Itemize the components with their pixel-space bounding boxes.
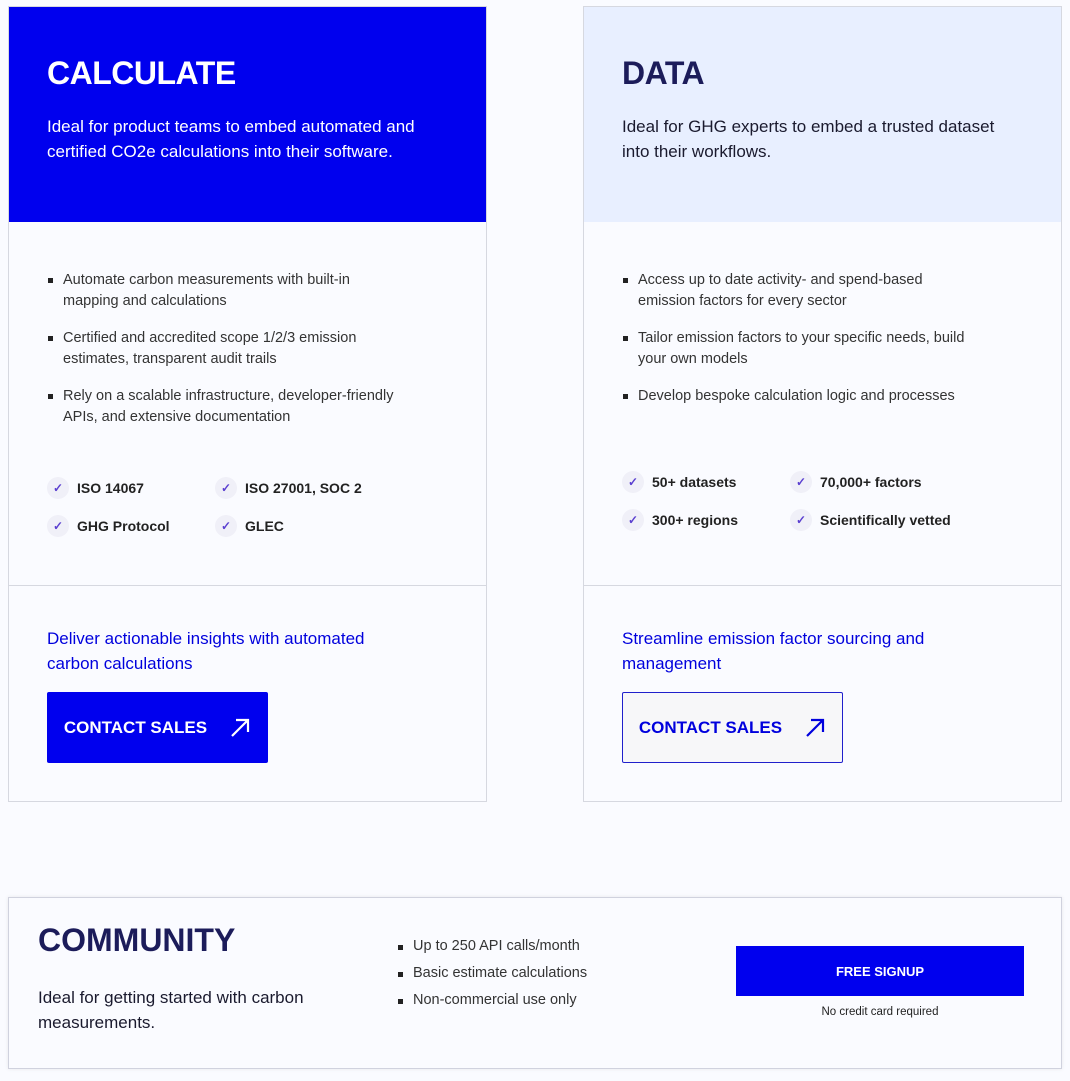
feature-item: Automate carbon measurements with built-in mapping and calculations (47, 270, 397, 312)
feature-item: Certified and accredited scope 1/2/3 emission estimates, transparent audit trails (47, 328, 397, 370)
feature-item: Basic estimate calculations (397, 965, 587, 981)
plan-tagline: Streamline emission factor sourcing and management (622, 629, 925, 673)
badge-label: GHG Protocol (77, 518, 170, 534)
data-header (584, 7, 1061, 222)
certification-badges (47, 477, 415, 537)
badge (790, 471, 990, 493)
badge (622, 471, 790, 493)
feature-item: Access up to date activity- and spend-based emission factors for every sector (622, 270, 972, 312)
badge-label: ISO 14067 (77, 480, 144, 496)
button-label: CONTACT SALES (638, 717, 783, 737)
badge-label: 50+ datasets (652, 474, 737, 490)
check-icon: ✓ (622, 471, 644, 493)
no-credit-card-note: No credit card required (821, 1006, 939, 1018)
plan-tagline: Deliver actionable insights with automated carbon calculations (47, 629, 365, 673)
plan-title: CALCULATE (47, 55, 236, 91)
check-icon: ✓ (215, 515, 237, 537)
button-label: CONTACT SALES (63, 717, 208, 737)
free-signup-button[interactable]: FREE SIGNUP (736, 946, 1024, 996)
badge (215, 477, 415, 499)
badge-label: Scientifically vetted (820, 512, 951, 528)
feature-list (584, 222, 1061, 407)
feature-list (397, 938, 587, 1019)
plan-description: Ideal for getting started with carbon measurements. (38, 988, 304, 1032)
badge-label: 70,000+ factors (820, 474, 922, 490)
contact-sales-button[interactable] (47, 692, 268, 763)
badge (47, 515, 215, 537)
badge (622, 509, 790, 531)
feature-item: Tailor emission factors to your specific needs, build your own models (622, 328, 972, 370)
plan-description: Ideal for product teams to embed automated and certified CO2e calculations into their software. (47, 117, 415, 161)
check-icon: ✓ (215, 477, 237, 499)
divider (584, 585, 1061, 586)
plan-description: Ideal for GHG experts to embed a trusted dataset into their workflows. (622, 117, 995, 161)
badge (47, 477, 215, 499)
arrow-up-right-icon (229, 717, 251, 739)
plan-title: DATA (622, 55, 705, 91)
check-icon: ✓ (790, 509, 812, 531)
feature-item: Rely on a scalable infrastructure, developer-friendly APIs, and extensive documentation (47, 386, 397, 428)
calculate-header (9, 7, 486, 222)
arrow-up-right-icon (804, 717, 826, 739)
community-plan-card (8, 897, 1062, 1069)
badge-label: 300+ regions (652, 512, 738, 528)
plan-title: COMMUNITY (38, 922, 236, 958)
data-plan-card (583, 6, 1062, 802)
badge (790, 509, 990, 531)
check-icon: ✓ (47, 477, 69, 499)
contact-sales-button[interactable] (622, 692, 843, 763)
feature-list (9, 222, 486, 428)
check-icon: ✓ (790, 471, 812, 493)
badge (215, 515, 415, 537)
dataset-badges (622, 471, 990, 531)
calculate-plan-card (8, 6, 487, 802)
check-icon: ✓ (622, 509, 644, 531)
check-icon: ✓ (47, 515, 69, 537)
badge-label: ISO 27001, SOC 2 (245, 480, 362, 496)
feature-item: Up to 250 API calls/month (397, 938, 587, 954)
divider (9, 585, 486, 586)
badge-label: GLEC (245, 518, 284, 534)
feature-item: Non-commercial use only (397, 992, 587, 1008)
feature-item: Develop bespoke calculation logic and processes (622, 386, 972, 407)
